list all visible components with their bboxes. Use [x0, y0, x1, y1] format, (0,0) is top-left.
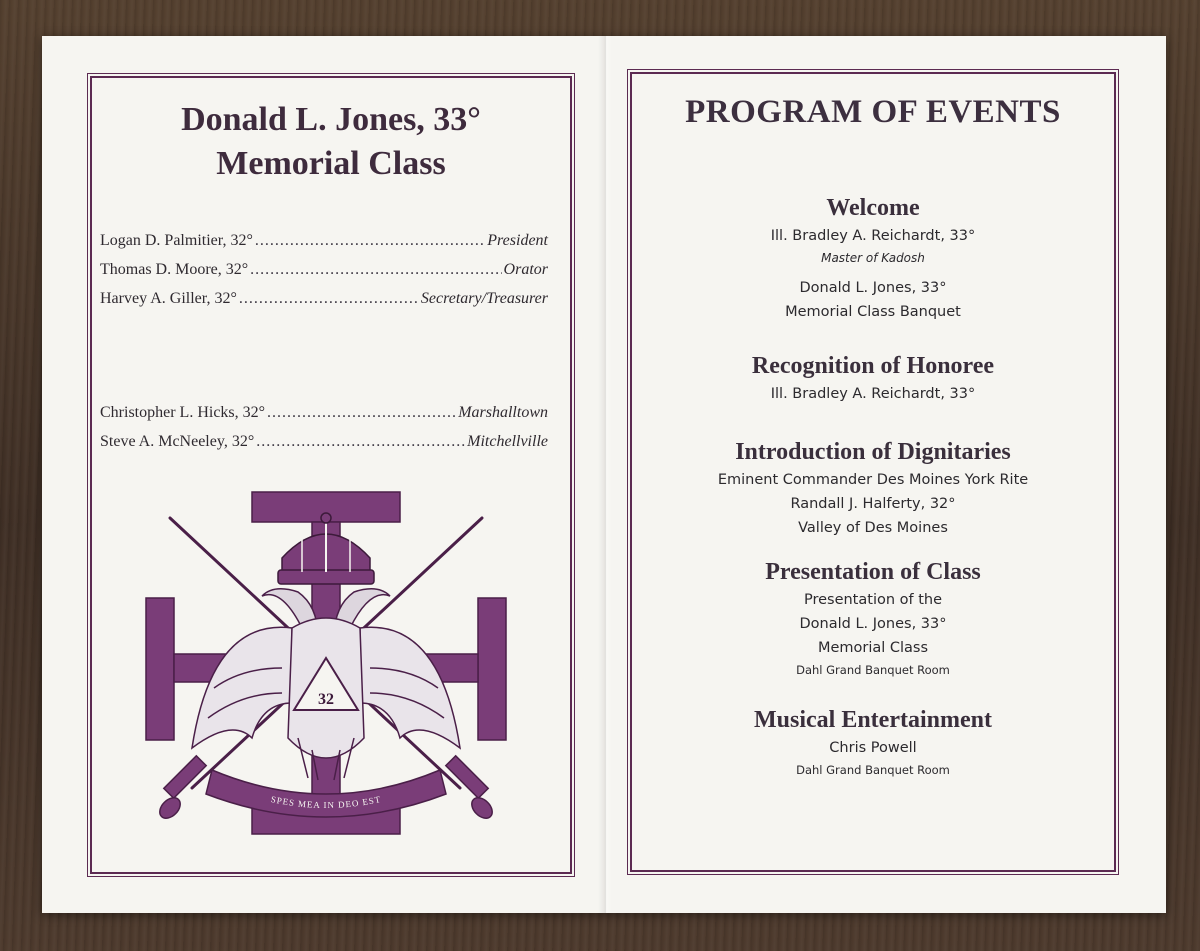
sword-pommel-left — [156, 794, 184, 822]
introduction-section — [632, 436, 1114, 540]
program-title: PROGRAM OF EVENTS — [685, 94, 1061, 130]
welcome-section — [632, 192, 1114, 324]
motto-textpath: SPES MEA IN DEO EST — [269, 794, 383, 811]
officer-name: Harvey A. Giller, 32° — [100, 290, 237, 307]
welcome-speaker: Ill. Bradley A. Reichardt, 33° — [770, 228, 976, 244]
double-headed-eagle-emblem-icon — [142, 488, 522, 868]
welcome-speaker-title: Master of Kadosh — [821, 251, 925, 265]
officer-row — [100, 232, 548, 261]
member-row — [100, 404, 548, 433]
welcome-event-line1: Donald L. Jones, 33° — [799, 280, 947, 296]
officer-row — [100, 290, 548, 319]
leader-dots — [250, 261, 501, 279]
recognition-section — [632, 350, 1114, 406]
leader-dots — [267, 404, 456, 422]
crown-icon — [278, 513, 374, 584]
class-title-line2: Memorial Class — [216, 145, 446, 182]
cross-right-bar — [478, 598, 506, 740]
officer-role: Orator — [503, 261, 548, 278]
officer-role: President — [487, 232, 548, 249]
introduction-line1: Eminent Commander Des Moines York Rite — [717, 472, 1029, 488]
introduction-heading: Introduction of Dignitaries — [735, 439, 1011, 465]
class-title-line1: Donald L. Jones, 33° — [181, 101, 481, 138]
member-name: Christopher L. Hicks, 32° — [100, 404, 266, 421]
leader-dots — [239, 290, 419, 308]
presentation-line1: Presentation of the — [803, 592, 943, 608]
music-section — [632, 704, 1114, 780]
member-place: Mitchellville — [467, 433, 548, 450]
officer-list — [100, 232, 548, 319]
introduction-line3: Valley of Des Moines — [798, 520, 948, 536]
member-list — [100, 404, 548, 462]
center-fold — [598, 36, 612, 913]
welcome-event-line2: Memorial Class Banquet — [785, 304, 961, 320]
recognition-speaker: Ill. Bradley A. Reichardt, 33° — [770, 386, 976, 402]
music-heading: Musical Entertainment — [754, 707, 992, 733]
emblem-number: 32 — [318, 691, 334, 708]
introduction-line2: Randall J. Halferty, 32° — [790, 496, 956, 512]
officer-name: Thomas D. Moore, 32° — [100, 261, 249, 278]
presentation-line3: Memorial Class — [817, 640, 929, 656]
sword-hilt-left — [164, 756, 206, 798]
right-page-frame — [630, 72, 1116, 872]
member-place: Marshalltown — [458, 404, 548, 421]
cross-left-bar — [146, 598, 174, 740]
officer-row — [100, 261, 548, 290]
music-location: Dahl Grand Banquet Room — [796, 763, 950, 777]
class-title — [92, 98, 570, 186]
leader-dots — [255, 232, 485, 250]
member-name: Steve A. McNeeley, 32° — [100, 433, 255, 450]
presentation-heading: Presentation of Class — [765, 559, 981, 585]
leader-dots — [256, 433, 465, 451]
presentation-line2: Donald L. Jones, 33° — [799, 616, 947, 632]
recognition-heading: Recognition of Honoree — [751, 353, 995, 379]
sword-hilt-right — [446, 756, 488, 798]
left-page-frame — [90, 76, 572, 874]
program-booklet — [42, 36, 1166, 913]
member-row — [100, 433, 548, 462]
sword-pommel-right — [468, 794, 496, 822]
welcome-heading: Welcome — [826, 195, 920, 221]
officer-role: Secretary/Treasurer — [420, 290, 548, 307]
officer-name: Logan D. Palmitier, 32° — [100, 232, 253, 249]
music-performer: Chris Powell — [829, 740, 917, 756]
presentation-section — [632, 556, 1114, 680]
presentation-location: Dahl Grand Banquet Room — [796, 663, 950, 677]
